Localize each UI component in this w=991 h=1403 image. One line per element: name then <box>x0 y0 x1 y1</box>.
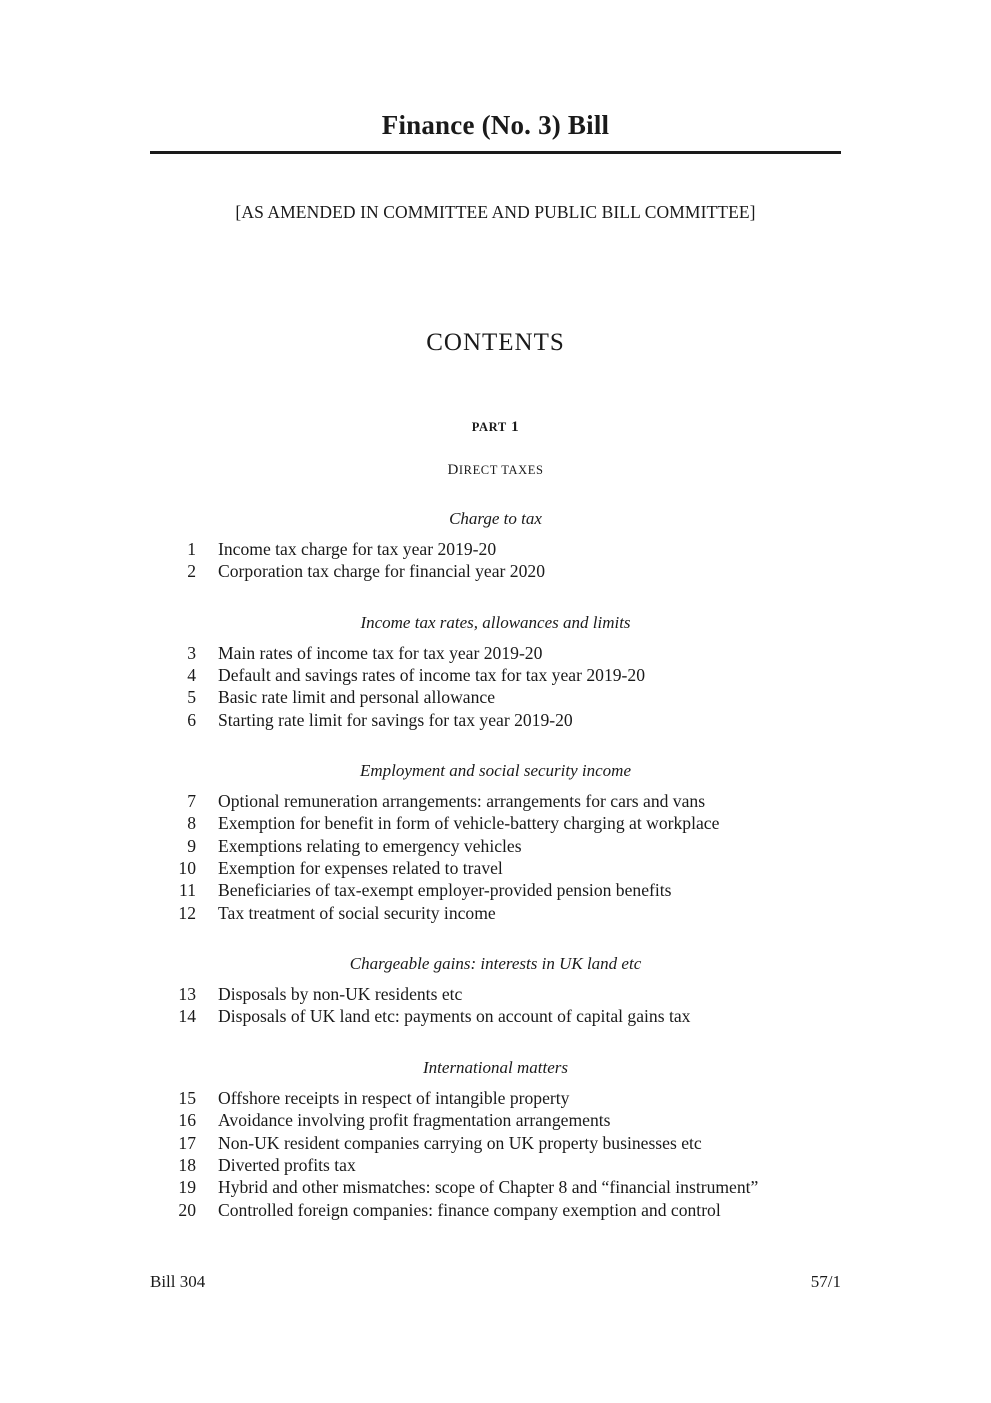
title-divider <box>150 151 841 154</box>
entry-text: Avoidance involving profit fragmentation arrangements <box>218 1110 611 1131</box>
entry-number: 18 <box>178 1154 196 1175</box>
contents-entry[interactable] <box>150 812 841 834</box>
part-subtitle-initial: D <box>447 462 459 478</box>
entry-text: Hybrid and other mismatches: scope of Chapter 8 and “financial instrument” <box>218 1177 759 1198</box>
part-heading <box>150 419 841 436</box>
entry-text: Optional remuneration arrangements: arrangements for cars and vans <box>218 791 706 812</box>
entry-text: Disposals of UK land etc: payments on account of capital gains tax <box>218 1006 691 1027</box>
bill-number: Bill 304 <box>150 1272 206 1291</box>
entry-number: 15 <box>178 1087 196 1108</box>
entry-number: 14 <box>178 1006 196 1027</box>
entry-number: 10 <box>178 858 196 879</box>
entry-number: 3 <box>187 642 196 663</box>
page-content <box>150 0 841 1403</box>
contents-entry[interactable] <box>150 879 841 901</box>
entry-text: Offshore receipts in respect of intangible property <box>218 1087 570 1108</box>
amendment-note: [AS AMENDED IN COMMITTEE AND PUBLIC BILL COMMITTEE] <box>235 202 756 222</box>
entry-text: Default and savings rates of income tax for tax year 2019-20 <box>218 665 645 686</box>
contents-entry[interactable] <box>150 1087 841 1109</box>
group-title: Employment and social security income <box>360 761 631 781</box>
entry-text: Tax treatment of social security income <box>218 902 496 923</box>
contents-entry[interactable] <box>150 664 841 686</box>
entry-number: 20 <box>178 1199 196 1220</box>
entry-text: Corporation tax charge for financial year 2020 <box>218 561 545 582</box>
entry-text: Exemption for expenses related to travel <box>218 858 503 879</box>
entry-number: 9 <box>187 835 196 856</box>
part-label-rest: ART <box>479 420 507 434</box>
contents-group <box>150 761 841 924</box>
contents-group <box>150 509 841 583</box>
contents-entry[interactable] <box>150 1005 841 1027</box>
contents-entry[interactable] <box>150 538 841 560</box>
contents-entry[interactable] <box>150 1154 841 1176</box>
contents-group <box>150 613 841 731</box>
contents-entry[interactable] <box>150 983 841 1005</box>
contents-entry[interactable] <box>150 1199 841 1221</box>
entry-number: 1 <box>187 539 196 559</box>
entry-number: 13 <box>178 984 196 1005</box>
part-subtitle <box>150 462 841 479</box>
contents-heading: CONTENTS <box>426 329 565 356</box>
entry-text: Controlled foreign companies: finance company exemption and control <box>218 1199 721 1220</box>
entry-number: 4 <box>187 665 196 686</box>
entry-number: 16 <box>178 1110 196 1131</box>
entry-text: Main rates of income tax for tax year 2019-20 <box>218 642 543 663</box>
entry-number: 6 <box>187 709 196 730</box>
contents-entry[interactable] <box>150 686 841 708</box>
contents-entry[interactable] <box>150 790 841 812</box>
entry-text: Diverted profits tax <box>218 1154 356 1175</box>
part-subtitle-rest: IRECT TAXES <box>458 463 544 477</box>
entry-text: Disposals by non-UK residents etc <box>218 984 463 1005</box>
entry-text: Non-UK resident companies carrying on UK property businesses etc <box>218 1132 702 1153</box>
entry-text: Exemption for benefit in form of vehicle-battery charging at workplace <box>218 813 720 834</box>
entry-number: 7 <box>187 791 196 812</box>
entry-number: 19 <box>178 1177 196 1198</box>
entry-text: Beneficiaries of tax-exempt employer-provided pension benefits <box>218 880 672 901</box>
contents-entry[interactable] <box>150 1132 841 1154</box>
entry-text: Starting rate limit for savings for tax year 2019-20 <box>218 709 573 730</box>
page-footer <box>150 1272 841 1292</box>
entry-text: Exemptions relating to emergency vehicles <box>218 835 522 856</box>
group-title: Income tax rates, allowances and limits <box>360 612 631 632</box>
contents-entry[interactable] <box>150 835 841 857</box>
entry-number: 5 <box>187 687 196 708</box>
entry-text: Basic rate limit and personal allowance <box>218 687 495 708</box>
group-title: Chargeable gains: interests in UK land etc <box>349 954 642 974</box>
contents-entry[interactable] <box>150 857 841 879</box>
contents-entry[interactable] <box>150 1176 841 1198</box>
contents-entry[interactable] <box>150 642 841 664</box>
group-title: Charge to tax <box>449 509 542 528</box>
contents-entry[interactable] <box>150 709 841 731</box>
contents-entry[interactable] <box>150 560 841 582</box>
contents-entry[interactable] <box>150 902 841 924</box>
entry-number: 8 <box>187 813 196 834</box>
entry-text: Income tax charge for tax year 2019-20 <box>218 539 497 559</box>
group-title: International matters <box>423 1057 568 1077</box>
contents-entry[interactable] <box>150 1109 841 1131</box>
page-title: Finance (No. 3) Bill <box>381 110 610 140</box>
contents-group <box>150 1058 841 1221</box>
entry-number: 2 <box>187 561 196 582</box>
entry-number: 11 <box>179 880 196 901</box>
part-number: 1 <box>511 419 520 435</box>
page-reference: 57/1 <box>810 1272 841 1291</box>
entry-number: 12 <box>178 902 196 923</box>
contents-group <box>150 954 841 1028</box>
entry-number: 17 <box>178 1132 196 1153</box>
part-label-prefix: P <box>471 420 480 434</box>
